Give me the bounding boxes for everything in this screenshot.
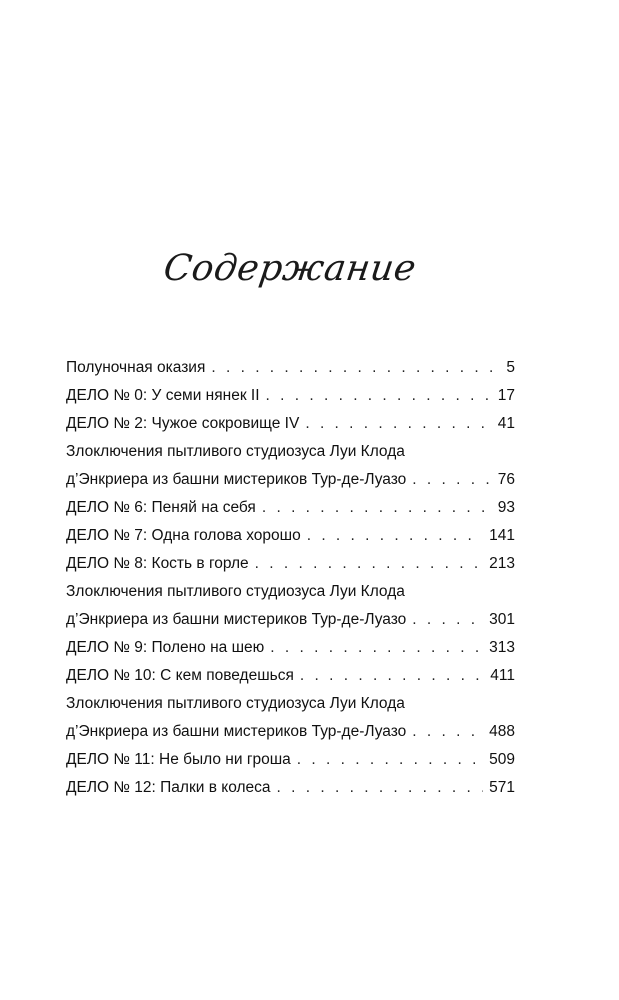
- toc-entry-title-line2: д’Энкриера из башни мистериков Тур-де-Луазо: [66, 471, 407, 488]
- toc-title: Содержание: [161, 248, 419, 289]
- toc-entry-second-line: [66, 718, 515, 746]
- toc-page-number: 313: [489, 639, 515, 656]
- toc-leader-dots: [270, 634, 483, 662]
- toc-leader-dots: [412, 606, 483, 634]
- toc-entry[interactable]: [66, 494, 515, 522]
- toc-page-number: 76: [497, 471, 515, 488]
- toc-leader-dots: [412, 718, 483, 746]
- toc-leader-dots: [300, 662, 484, 690]
- toc-entry-title: ДЕЛО № 7: Одна голова хорошо: [66, 527, 301, 544]
- toc-page-number: 93: [497, 499, 515, 516]
- toc-entry[interactable]: [66, 438, 515, 494]
- toc-entry-title: ДЕЛО № 0: У семи нянек II: [66, 387, 260, 404]
- toc-entry-title: ДЕЛО № 9: Полено на шею: [66, 639, 265, 656]
- toc-entry-title: Полуночная оказия: [66, 359, 206, 376]
- toc-leader-dots: [211, 354, 500, 382]
- toc-page-number: 411: [490, 667, 515, 684]
- toc-leader-dots: [262, 494, 492, 522]
- toc-page-number: 17: [497, 387, 515, 404]
- toc-entry[interactable]: [66, 522, 515, 550]
- toc-entry[interactable]: [66, 382, 515, 410]
- toc-entry[interactable]: [66, 746, 515, 774]
- toc-entry-title-line1: Злоключения пытливого студиозуса Луи Клода: [66, 583, 405, 600]
- toc-page-number: 488: [489, 723, 515, 740]
- toc-page-number: 509: [489, 751, 515, 768]
- toc-leader-dots: [266, 382, 492, 410]
- toc-leader-dots: [255, 550, 483, 578]
- toc-entry[interactable]: [66, 354, 515, 382]
- toc-leader-dots: [297, 746, 483, 774]
- toc-entry-title: ДЕЛО № 11: Не было ни гроша: [66, 751, 291, 768]
- toc-page-number: 5: [506, 359, 515, 376]
- toc-entry-second-line: [66, 466, 515, 494]
- toc-leader-dots: [305, 410, 491, 438]
- toc-entry[interactable]: [66, 662, 515, 690]
- toc-entry[interactable]: [66, 550, 515, 578]
- toc-page-number: 571: [489, 779, 515, 796]
- toc-entry-title: ДЕЛО № 6: Пеняй на себя: [66, 499, 256, 516]
- toc-leader-dots: [307, 522, 483, 550]
- toc-page-number: 213: [489, 555, 515, 572]
- toc-entry-title-line2: д’Энкриера из башни мистериков Тур-де-Луазо: [66, 611, 407, 628]
- toc-entry[interactable]: [66, 410, 515, 438]
- toc-leader-dots: [412, 466, 491, 494]
- toc-entry-second-line: [66, 606, 515, 634]
- toc-entry-title-line1: Злоключения пытливого студиозуса Луи Клода: [66, 443, 405, 460]
- toc-page-number: 301: [489, 611, 515, 628]
- toc-entry-title: ДЕЛО № 12: Палки в колеса: [66, 779, 271, 796]
- toc-page-number: 141: [489, 527, 515, 544]
- toc-entry[interactable]: [66, 578, 515, 634]
- toc-entry-title: ДЕЛО № 10: С кем поведешься: [66, 667, 294, 684]
- toc-entry[interactable]: [66, 690, 515, 746]
- toc-entry-title: ДЕЛО № 2: Чужое сокровище IV: [66, 415, 300, 432]
- toc-page-number: 41: [497, 415, 515, 432]
- toc-leader-dots: [277, 774, 484, 802]
- toc-entry[interactable]: [66, 634, 515, 662]
- table-of-contents: [66, 354, 515, 802]
- toc-entry-title: ДЕЛО № 8: Кость в горле: [66, 555, 249, 572]
- toc-entry-title-line2: д’Энкриера из башни мистериков Тур-де-Луазо: [66, 723, 407, 740]
- toc-entry[interactable]: [66, 774, 515, 802]
- toc-entry-title-line1: Злоключения пытливого студиозуса Луи Клода: [66, 695, 405, 712]
